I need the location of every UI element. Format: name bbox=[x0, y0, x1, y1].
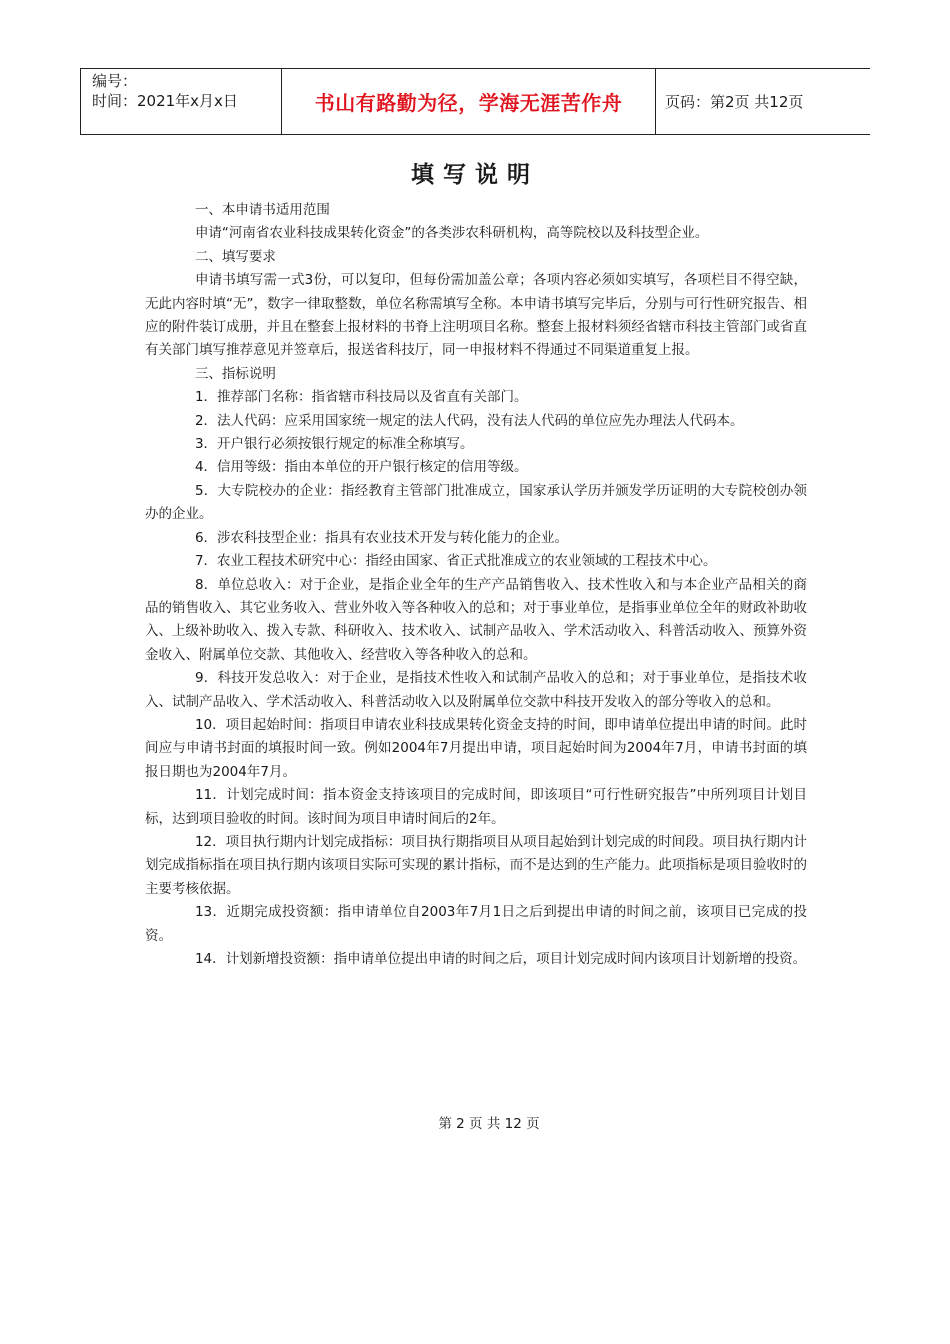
page-footer: 第 2 页 共 12 页 bbox=[438, 1116, 540, 1132]
indicator-item-6: 6．涉农科技型企业：指具有农业技术开发与转化能力的企业。 bbox=[194, 529, 569, 546]
paragraph-requirements: 申请书填写需一式3份，可以复印，但每份需加盖公章；各项内容必须如实填写，各项栏目不得空缺，无此内容时填“无”，数字一律取整数，单位名称需填写全称。本申请书填写完毕后，分别与可行性研究报告、相应的附件装订成册，并且在整套上报材料的书脊上注明项目名称。整套上报材料须经省辖市科技主管部门或省直有关部门填写推荐意见并签章后，报送省科技厅，同一申报材料不得通过不同渠道重复上报。 bbox=[145, 272, 807, 359]
indicator-item-4: 4．信用等级：指由本单位的开户银行核定的信用等级。 bbox=[194, 459, 528, 476]
indicator-item-10: 10．项目起始时间：指项目申请农业科技成果转化资金支持的时间，即申请单位提出申请的时间。此时间应与申请书封面的填报时间一致。例如2004年7月提出申请，项目起始时间为2004年7月，申请书封面的填报日期也为2004年7月。 bbox=[145, 716, 807, 780]
paragraph-scope: 申请“河南省农业科技成果转化资金”的各类涉农科研机构，高等院校以及科技型企业。 bbox=[194, 225, 709, 242]
indicator-item-2: 2．法人代码：应采用国家统一规定的法人代码，没有法人代码的单位应先办理法人代码本。 bbox=[194, 412, 744, 429]
section-heading-indicators: 三、指标说明 bbox=[194, 365, 276, 382]
header-info-cell bbox=[81, 69, 282, 134]
indicator-item-11: 11．计划完成时间：指本资金支持该项目的完成时间，即该项目“可行性研究报告”中所列项目计划目标，达到项目验收的时间。该时间为项目申请时间后的2年。 bbox=[145, 787, 807, 827]
header-motto: 书山有路勤为径，学海无涯苦作舟 bbox=[282, 69, 656, 134]
indicator-item-7: 7．农业工程技术研究中心：指经由国家、省正式批准成立的农业领域的工程技术中心。 bbox=[194, 553, 717, 570]
indicator-item-12: 12．项目执行期内计划完成指标：项目执行期指项目从项目起始到计划完成的时间段。项目执行期内计划完成指标指在项目执行期内该项目实际可实现的累计指标，而不是达到的生产能力。此项指标是项目验收时的主要考核依据。 bbox=[145, 833, 807, 897]
date-label: 时间：2021年x月x日 bbox=[92, 92, 238, 110]
indicator-item-5: 5．大专院校办的企业：指经教育主管部门批准成立，国家承认学历并颁发学历证明的大专院校创办领办的企业。 bbox=[145, 482, 807, 523]
section-heading-requirements: 二、填写要求 bbox=[194, 248, 276, 265]
header-table bbox=[80, 68, 870, 135]
indicator-item-9: 9．科技开发总收入：对于企业，是指技术性收入和试制产品收入的总和；对于事业单位，是指技术收入、试制产品收入、学术活动收入、科普活动收入以及附属单位交款中科技开发收入的部分等收入的总和。 bbox=[145, 670, 807, 710]
header-page-number: 页码：第2页 共12页 bbox=[665, 93, 804, 111]
section-heading-scope: 一、本申请书适用范围 bbox=[194, 202, 330, 218]
indicator-item-14: 14．计划新增投资额：指申请单位提出申请的时间之后，项目计划完成时间内该项目计划新增的投资。 bbox=[194, 951, 807, 967]
indicator-item-1: 1．推荐部门名称：指省辖市科技局以及省直有关部门。 bbox=[194, 389, 528, 406]
indicator-item-8: 8．单位总收入：对于企业，是指企业全年的生产产品销售收入、技术性收入和与本企业产品相关的商品的销售收入、其它业务收入、营业外收入等各种收入的总和；对于事业单位，是指事业单位全年的财政补助收入、上级补助收入、拨入专款、科研收入、技术收入、试制产品收入、学术活动收入、科普活动收入、预算外资金收入、附属单位交款、其他收入、经营收入等各种收入的总和。 bbox=[145, 576, 807, 663]
serial-number-label: 编号： bbox=[92, 72, 138, 90]
page-title: 填写说明 bbox=[411, 162, 539, 188]
document-body bbox=[145, 199, 807, 971]
indicator-item-13: 13．近期完成投资额：指申请单位自2003年7月1日之后到提出申请的时间之前，该项目已完成的投资。 bbox=[145, 904, 807, 944]
indicator-item-3: 3．开户银行必须按银行规定的标准全称填写。 bbox=[194, 436, 474, 453]
